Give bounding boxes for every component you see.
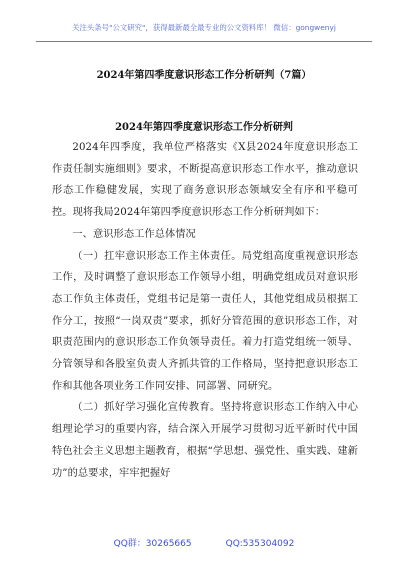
section-title: 2024年第四季度意识形态工作分析研判 (115, 122, 293, 133)
header-divider (36, 41, 372, 42)
footer-qq: QQ:535304092 (225, 539, 295, 549)
document-title: 2024年第四季度意识形态工作分析研判（7篇） (96, 70, 312, 81)
paragraph-intro: 2024年四季度，我单位严格落实《X县2024年度意识形态工作责任制实施细则》要求，不断提高意识形态工作水平，推动意识形态工作稳健发展，实现了商务意识形态领域安全有序和平稳可控。现将我局2024年第四季度意识形态工作分析研判如下： (52, 142, 358, 219)
paragraph-responsibility: （一）扛牢意识形态工作主体责任。局党组高度重视意识形态工作，及时调整了意识形态工作领导小组，明确党组成员对意识形态工作负主体责任，党组书记是第一责任人，其他党组成员根据工作分工，按照“一岗双责”要求，抓好分管范围的意识形态工作，对职责范围内的意识形态工作负领导责任。着力打造党组统一领导、分管领导和各股室负责人齐抓共管的工作格局，坚持把意识形态工作和其他各项业务工作同安排、同部署、同研究。 (52, 250, 358, 392)
header-banner: 关注头条号"公文研究"，获得最新最全最专业的公文资料库！ 微信：gongwenyj (72, 23, 336, 32)
footer-contact (0, 536, 408, 549)
paragraph-study: （二）抓好学习强化宣传教育。坚持将意识形态工作纳入中心组理论学习的重要内容，结合深入开展学习贯彻习近平新时代中国特色社会主义思想主题教育，根据“学思想、强党性、重实践、建新功”的总要求，牢牢把握好 (52, 402, 358, 479)
heading-overview: 一、意识形态工作总体情况 (72, 228, 196, 240)
footer-qq-group: QQ群：30265665 (113, 539, 192, 549)
document-body (52, 137, 358, 484)
